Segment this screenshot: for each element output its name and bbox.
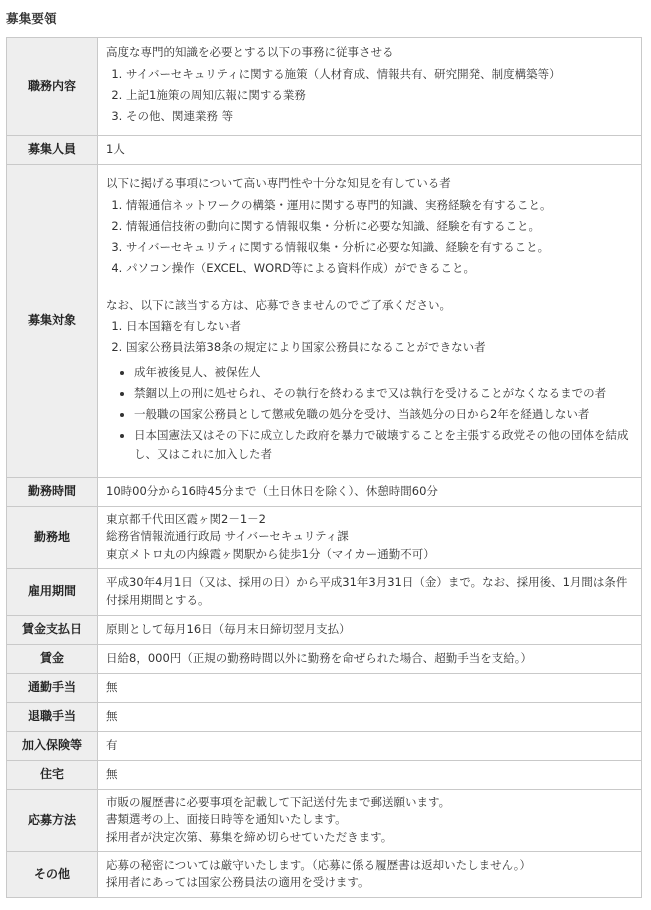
row-wage: [7, 645, 642, 674]
exclusion-bullet: • 禁錮以上の刑に処せられ、その執行を終わるまで又は執行を受けることがなくなるまでの者: [134, 384, 635, 403]
exclusion-item: 1. 日本国籍を有しない者: [126, 317, 635, 336]
row-commute: [7, 674, 642, 703]
exclusion-item: 2. 国家公務員法第38条の規定により国家公務員になることができない者: [126, 338, 635, 357]
requirements-table: [6, 37, 642, 898]
value-headcount: 1人: [98, 136, 642, 165]
row-duties: [7, 38, 642, 136]
value-other: [98, 852, 642, 898]
location-line: 東京都千代田区霞ヶ関2－1－2: [106, 511, 266, 526]
label-hours: 勤務時間: [7, 478, 98, 507]
location-line: 東京メトロ丸の内線霞ヶ関駅から徒歩1分（マイカー通勤不可）: [106, 546, 435, 561]
value-retirement: 無: [98, 703, 642, 732]
value-period: 平成30年4月1日（又は、採用の日）から平成31年3月31日（金）まで。なお、採用後、1月間は条件付採用期間とする。: [98, 569, 642, 616]
page-title: 募集要領: [6, 11, 57, 26]
exclusion-bullets: [106, 363, 635, 464]
exclusion-bullet: • 成年被後見人、被保佐人: [134, 363, 635, 382]
row-hours: [7, 478, 642, 507]
row-payday: [7, 616, 642, 645]
row-location: [7, 507, 642, 569]
value-wage: 日給8，000円（正規の勤務時間以外に勤務を命ぜられた場合、超勤手当を支給。）: [98, 645, 642, 674]
apply-line: 市販の履歴書に必要事項を記載して下記送付先まで郵送願います。: [106, 794, 451, 809]
row-insurance: [7, 732, 642, 761]
value-hours: 10時00分から16時45分まで（土日休日を除く）、休憩時間60分: [98, 478, 642, 507]
label-insurance: 加入保険等: [7, 732, 98, 761]
value-payday: 原則として毎月16日（毎月末日締切翌月支払）: [98, 616, 642, 645]
duties-intro: 高度な専門的知識を必要とする以下の事務に従事させる: [106, 45, 394, 60]
value-eligibility: [98, 165, 642, 478]
exclusion-list: [106, 317, 635, 357]
eligibility-item: 3. サイバーセキュリティに関する情報収集・分析に必要な知識、経験を有すること。: [126, 238, 635, 257]
apply-line: 採用者が決定次第、募集を締め切らせていただきます。: [106, 829, 393, 844]
eligibility-item: 2. 情報通信技術の動向に関する情報収集・分析に必要な知識、経験を有すること。: [126, 217, 635, 236]
row-apply: [7, 790, 642, 852]
value-housing: 無: [98, 761, 642, 790]
row-housing: [7, 761, 642, 790]
exclusion-bullet: • 日本国憲法又はその下に成立した政府を暴力で破壊することを主張する政党その他の団体を結成し、又はこれに加入した者: [134, 426, 635, 464]
label-housing: 住宅: [7, 761, 98, 790]
other-line: 応募の秘密については厳守いたします。（応募に係る履歴書は返却いたしません。）: [106, 857, 532, 872]
location-line: 総務省情報流通行政局 サイバーセキュリティ課: [106, 529, 349, 544]
duties-item: 3. その他、関連業務 等: [126, 107, 635, 126]
value-duties: [98, 38, 642, 136]
label-other: その他: [7, 852, 98, 898]
value-apply: [98, 790, 642, 852]
eligibility-list: [106, 196, 635, 278]
exclusion-bullet: • 一般職の国家公務員として懲戒免職の処分を受け、当該処分の日から2年を経過しない者: [134, 405, 635, 424]
value-location: [98, 507, 642, 569]
apply-line: 書類選考の上、面接日時等を通知いたします。: [106, 812, 347, 827]
eligibility-note: なお、以下に該当する方は、応募できませんのでご了承ください。: [106, 297, 451, 312]
label-period: 雇用期間: [7, 569, 98, 616]
row-retirement: [7, 703, 642, 732]
label-location: 勤務地: [7, 507, 98, 569]
eligibility-item: 1. 情報通信ネットワークの構築・運用に関する専門的知識、実務経験を有すること。: [126, 196, 635, 215]
row-headcount: [7, 136, 642, 165]
label-apply: 応募方法: [7, 790, 98, 852]
label-duties: 職務内容: [7, 38, 98, 136]
value-commute: 無: [98, 674, 642, 703]
row-eligibility: [7, 165, 642, 478]
eligibility-intro: 以下に掲げる事項について高い専門性や十分な知見を有している者: [106, 176, 451, 190]
label-payday: 賃金支払日: [7, 616, 98, 645]
row-period: [7, 569, 642, 616]
value-insurance: 有: [98, 732, 642, 761]
label-retirement: 退職手当: [7, 703, 98, 732]
label-eligibility: 募集対象: [7, 165, 98, 478]
duties-item: 1. サイバーセキュリティに関する施策（人材育成、情報共有、研究開発、制度構築等）: [126, 65, 635, 84]
row-other: [7, 852, 642, 898]
duties-list: [106, 65, 635, 126]
label-commute: 通勤手当: [7, 674, 98, 703]
other-line: 採用者にあっては国家公務員法の適用を受けます。: [106, 875, 370, 889]
spacer: [106, 280, 635, 297]
eligibility-item: 4. パソコン操作（EXCEL、WORD等による資料作成）ができること。: [126, 259, 635, 278]
duties-item: 2. 上記1施策の周知広報に関する業務: [126, 86, 635, 105]
label-headcount: 募集人員: [7, 136, 98, 165]
label-wage: 賃金: [7, 645, 98, 674]
